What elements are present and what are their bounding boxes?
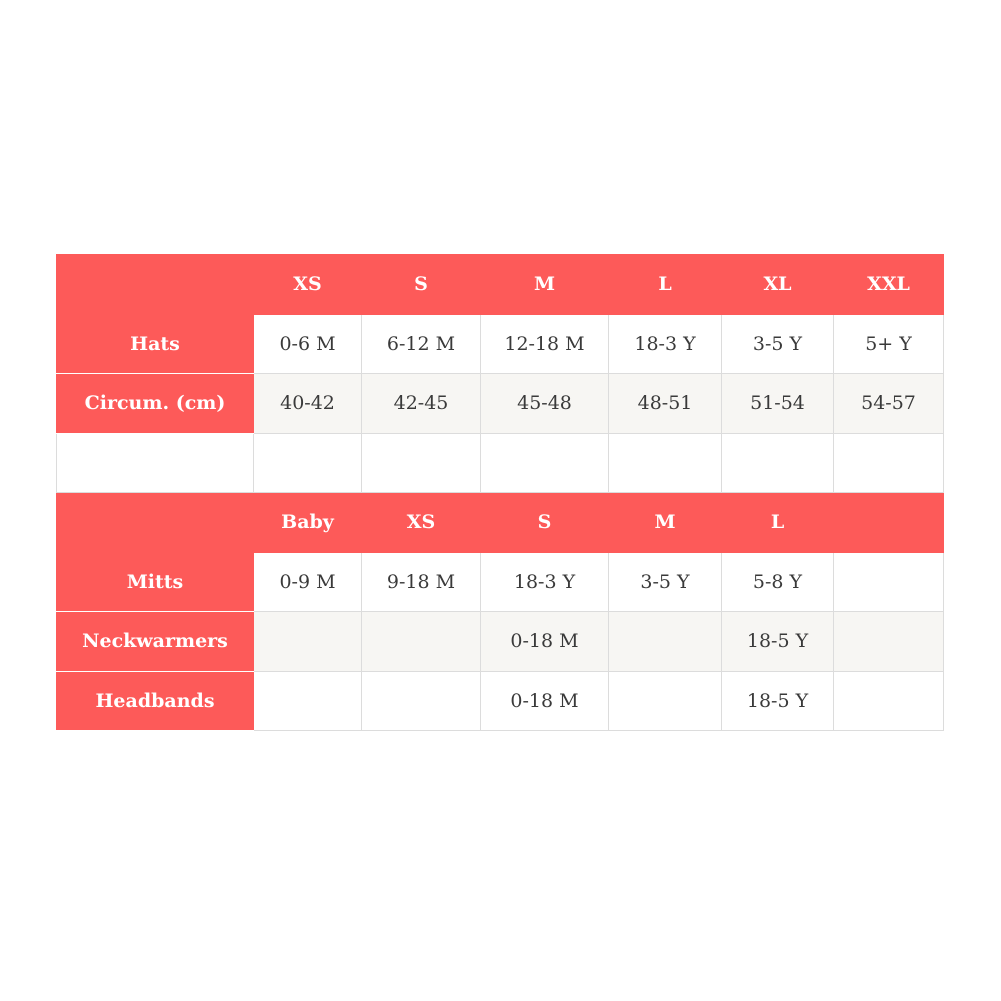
table-cell: 0-18 M xyxy=(481,612,609,672)
table-cell: 42-45 xyxy=(362,374,481,434)
table-cell: 0-9 M xyxy=(254,552,362,612)
table-cell: 48-51 xyxy=(609,374,722,434)
row-label-mitts: Mitts xyxy=(57,552,254,612)
size-header-m: M xyxy=(481,255,609,315)
table-cell: 5-8 Y xyxy=(722,552,834,612)
table-cell xyxy=(609,671,722,731)
table-cell xyxy=(834,671,944,731)
row-label-circumference: Circum. (cm) xyxy=(57,374,254,434)
table-cell: 12-18 M xyxy=(481,314,609,374)
table-cell xyxy=(254,671,362,731)
table-cell: 18-5 Y xyxy=(722,612,834,672)
table-cell xyxy=(834,552,944,612)
size-header-l: L xyxy=(609,255,722,315)
table-cell xyxy=(722,433,834,493)
row-label-headbands: Headbands xyxy=(57,671,254,731)
table-cell: 51-54 xyxy=(722,374,834,434)
size-header-s: S xyxy=(362,255,481,315)
header-corner-cell xyxy=(57,493,254,553)
table-row-mitts xyxy=(57,552,944,612)
size-header-s: S xyxy=(481,493,609,553)
size-header-xs: XS xyxy=(362,493,481,553)
table-cell xyxy=(254,433,362,493)
table-cell: 3-5 Y xyxy=(609,552,722,612)
size-header-xs: XS xyxy=(254,255,362,315)
table-cell xyxy=(834,433,944,493)
table-cell xyxy=(834,612,944,672)
size-header-l: L xyxy=(722,493,834,553)
size-header-empty xyxy=(834,493,944,553)
table-cell xyxy=(362,612,481,672)
table-cell: 0-6 M xyxy=(254,314,362,374)
table-cell: 18-3 Y xyxy=(609,314,722,374)
row-label-neckwarmers: Neckwarmers xyxy=(57,612,254,672)
table-cell: 45-48 xyxy=(481,374,609,434)
table-row-neckwarmers xyxy=(57,612,944,672)
table-cell xyxy=(254,612,362,672)
table-cell: 3-5 Y xyxy=(722,314,834,374)
table-cell xyxy=(609,433,722,493)
table-cell: 18-3 Y xyxy=(481,552,609,612)
table-row-circumference xyxy=(57,374,944,434)
size-header-m: M xyxy=(609,493,722,553)
size-chart-table xyxy=(56,254,944,731)
size-header-row-2 xyxy=(57,493,944,553)
row-label-hats: Hats xyxy=(57,314,254,374)
size-header-xl: XL xyxy=(722,255,834,315)
table-row-headbands xyxy=(57,671,944,731)
table-cell: 40-42 xyxy=(254,374,362,434)
table-cell xyxy=(362,433,481,493)
table-cell: 6-12 M xyxy=(362,314,481,374)
table-cell: 54-57 xyxy=(834,374,944,434)
table-cell: 0-18 M xyxy=(481,671,609,731)
header-corner-cell xyxy=(57,255,254,315)
spacer-row xyxy=(57,433,944,493)
table-cell xyxy=(481,433,609,493)
table-cell: 5+ Y xyxy=(834,314,944,374)
table-cell: 18-5 Y xyxy=(722,671,834,731)
table-cell xyxy=(362,671,481,731)
table-cell: 9-18 M xyxy=(362,552,481,612)
table-cell xyxy=(609,612,722,672)
table-row-hats xyxy=(57,314,944,374)
size-header-row-1 xyxy=(57,255,944,315)
size-header-baby: Baby xyxy=(254,493,362,553)
size-header-xxl: XXL xyxy=(834,255,944,315)
table-cell xyxy=(57,433,254,493)
